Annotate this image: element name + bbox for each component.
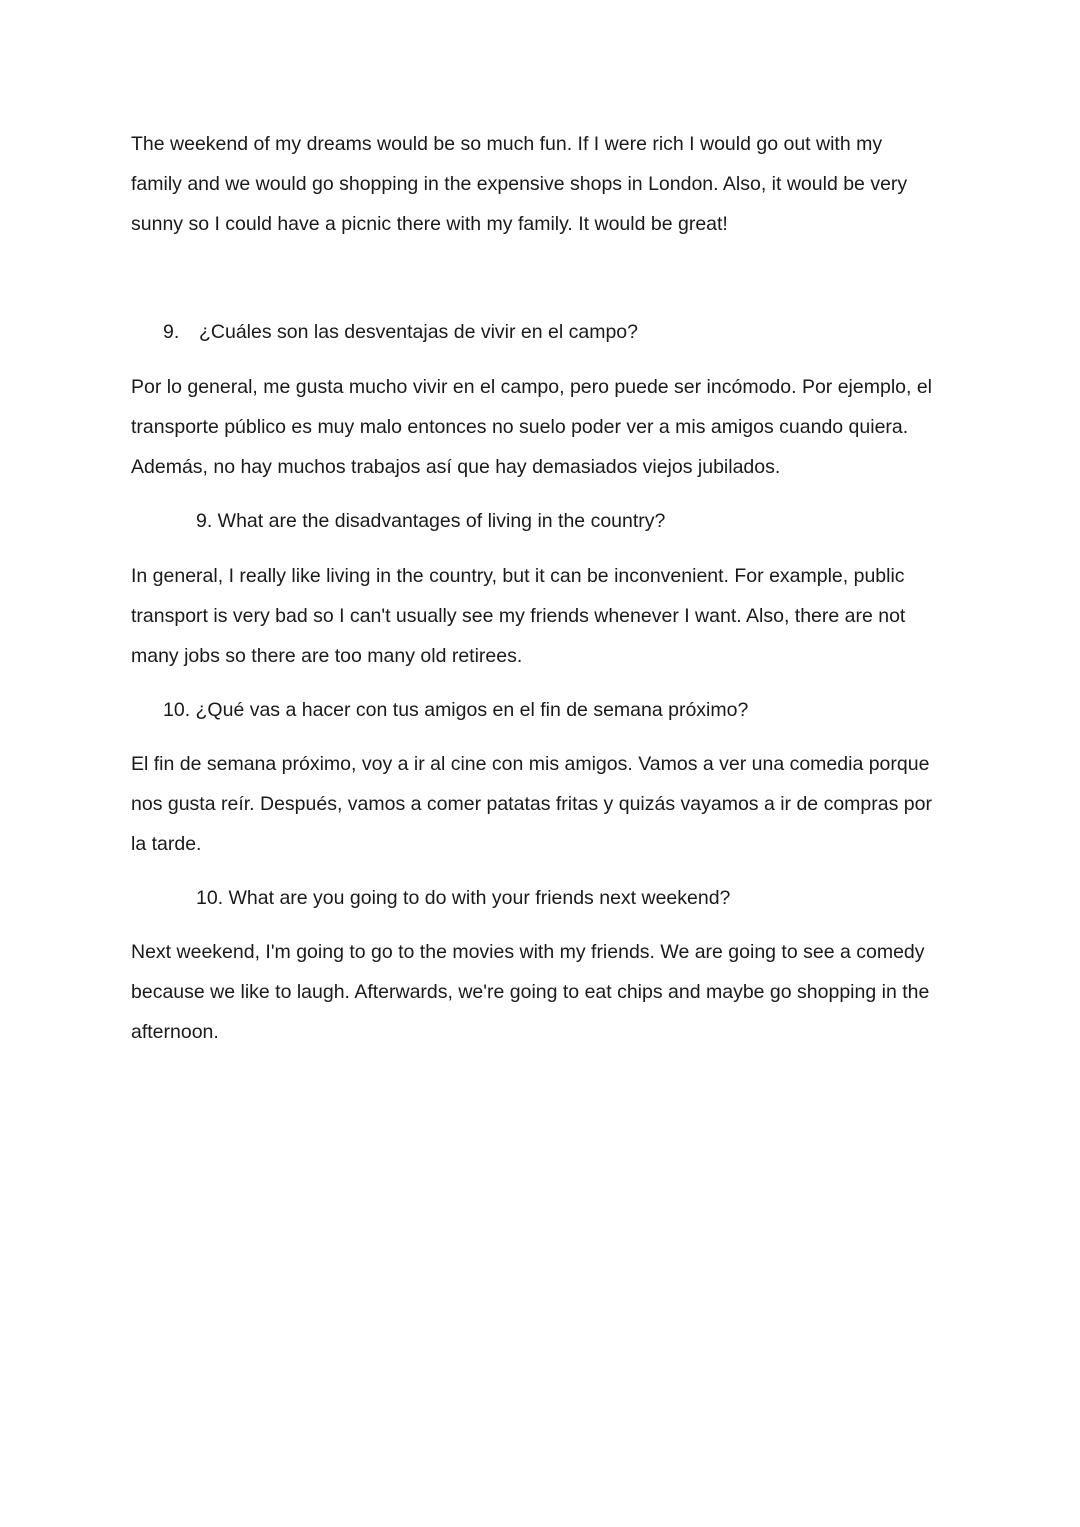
answer-10-spanish [131,744,961,864]
paragraph-line: In general, I really like living in the country, but it can be inconvenient. For example, public [131,565,905,587]
paragraph-line: la tarde. [131,833,202,855]
paragraph-line: family and we would go shopping in the expensive shops in London. Also, it would be very [131,173,908,195]
paragraph-line: Next weekend, I'm going to go to the movies with my friends. We are going to see a comedy [131,941,925,963]
paragraph-line: sunny so I could have a picnic there with my family. It would be great! [131,213,728,235]
paragraph-line: El fin de semana próximo, voy a ir al cine con mis amigos. Vamos a ver una comedia porque [131,753,930,775]
dream-weekend-paragraph [131,124,961,244]
paragraph-line: transporte público es muy malo entonces no suelo poder ver a mis amigos cuando quiera. [131,416,909,438]
paragraph-line: many jobs so there are too many old retirees. [131,645,523,667]
answer-9-spanish [131,367,961,487]
paragraph-line: The weekend of my dreams would be so much fun. If I were rich I would go out with my [131,133,883,155]
question-number: 9. [163,321,180,343]
question-10-english: 10. What are you going to do with your friends next weekend? [196,887,731,909]
paragraph-line: Además, no hay muchos trabajos así que hay demasiados viejos jubilados. [131,456,781,478]
question-10-spanish: 10. ¿Qué vas a hacer con tus amigos en el fin de semana próximo? [163,699,749,721]
paragraph-line: nos gusta reír. Después, vamos a comer patatas fritas y quizás vayamos a ir de compras por [131,793,932,815]
paragraph-line: Por lo general, me gusta mucho vivir en el campo, pero puede ser incómodo. Por ejemplo, el [131,376,933,398]
answer-10-english [131,932,961,1052]
question-text: ¿Cuáles son las desventajas de vivir en el campo? [199,321,638,343]
question-9-spanish [163,312,638,352]
paragraph-line: transport is very bad so I can't usually see my friends whenever I want. Also, there are not [131,605,906,627]
question-9-english: 9. What are the disadvantages of living in the country? [196,510,666,532]
paragraph-line: afternoon. [131,1021,219,1043]
answer-9-english [131,556,961,676]
paragraph-line: because we like to laugh. Afterwards, we're going to eat chips and maybe go shopping in the [131,981,930,1003]
